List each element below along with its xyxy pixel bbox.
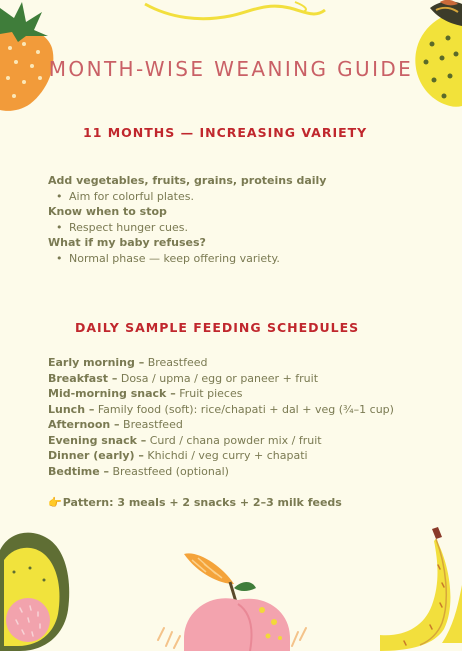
tip-bullet [48,251,428,267]
schedule-label: Lunch – [48,402,95,416]
schedule-row [48,402,448,418]
schedule-label: Dinner (early) – [48,449,144,462]
schedule-row [48,433,448,449]
schedule-list [48,355,448,479]
schedule-row [48,417,448,433]
schedule-label: Early morning – [48,356,145,369]
page-title: MONTH-WISE WEANING GUIDE [48,57,414,81]
schedule-text: Breastfeed (optional) [109,464,229,478]
peach-icon [150,548,310,651]
tip-heading: Add vegetables, fruits, grains, proteins daily [48,174,327,187]
tip-bullet-text: Normal phase — keep offering variety. [69,251,280,265]
schedule-text: Breastfeed [144,356,208,369]
schedule-text: Dosa / upma / egg or paneer + fruit [117,371,319,385]
schedule-row [48,464,448,480]
schedule-label: Mid-morning snack – [48,387,176,400]
schedule-text: Fruit pieces [175,387,243,400]
pointing-hand-icon: 👉 [48,496,62,509]
section-heading-daily-schedules: DAILY SAMPLE FEEDING SCHEDULES [75,320,360,335]
schedule-text: Curd / chana powder mix / fruit [146,433,322,447]
squiggle-decoration [130,0,330,24]
tips-list [48,173,428,266]
tip-heading: What if my baby refuses? [48,236,206,249]
schedule-label: Breakfast – [48,371,118,385]
banana-icon [380,525,462,651]
schedule-row [48,386,448,402]
tip-bullet-text: Aim for colorful plates. [69,189,194,203]
avocado-icon [0,530,75,651]
schedule-text: Family food (soft): rice/chapati + dal + veg (¾–1 cup) [94,402,394,416]
section-heading-11-months: 11 MONTHS — INCREASING VARIETY [83,125,368,140]
schedule-row [48,355,448,371]
schedule-text: Khichdi / veg curry + chapati [143,449,308,462]
schedule-label: Bedtime – [48,464,109,478]
schedule-row [48,448,448,464]
pattern-text: Pattern: 3 meals + 2 snacks + 2–3 milk feeds [62,496,342,509]
tip-bullet-text: Respect hunger cues. [69,220,188,234]
tip-bullet [48,220,428,236]
tip-bullet [48,189,428,205]
lemon-icon [406,0,462,112]
schedule-label: Afternoon – [48,418,120,431]
schedule-label: Evening snack – [48,433,147,447]
bullet-icon: • [56,220,63,234]
pattern-summary [48,496,342,509]
bullet-icon: • [56,189,63,203]
tip-heading: Know when to stop [48,205,167,218]
bullet-icon: • [56,251,63,265]
schedule-row [48,371,448,387]
schedule-text: Breastfeed [119,418,183,431]
